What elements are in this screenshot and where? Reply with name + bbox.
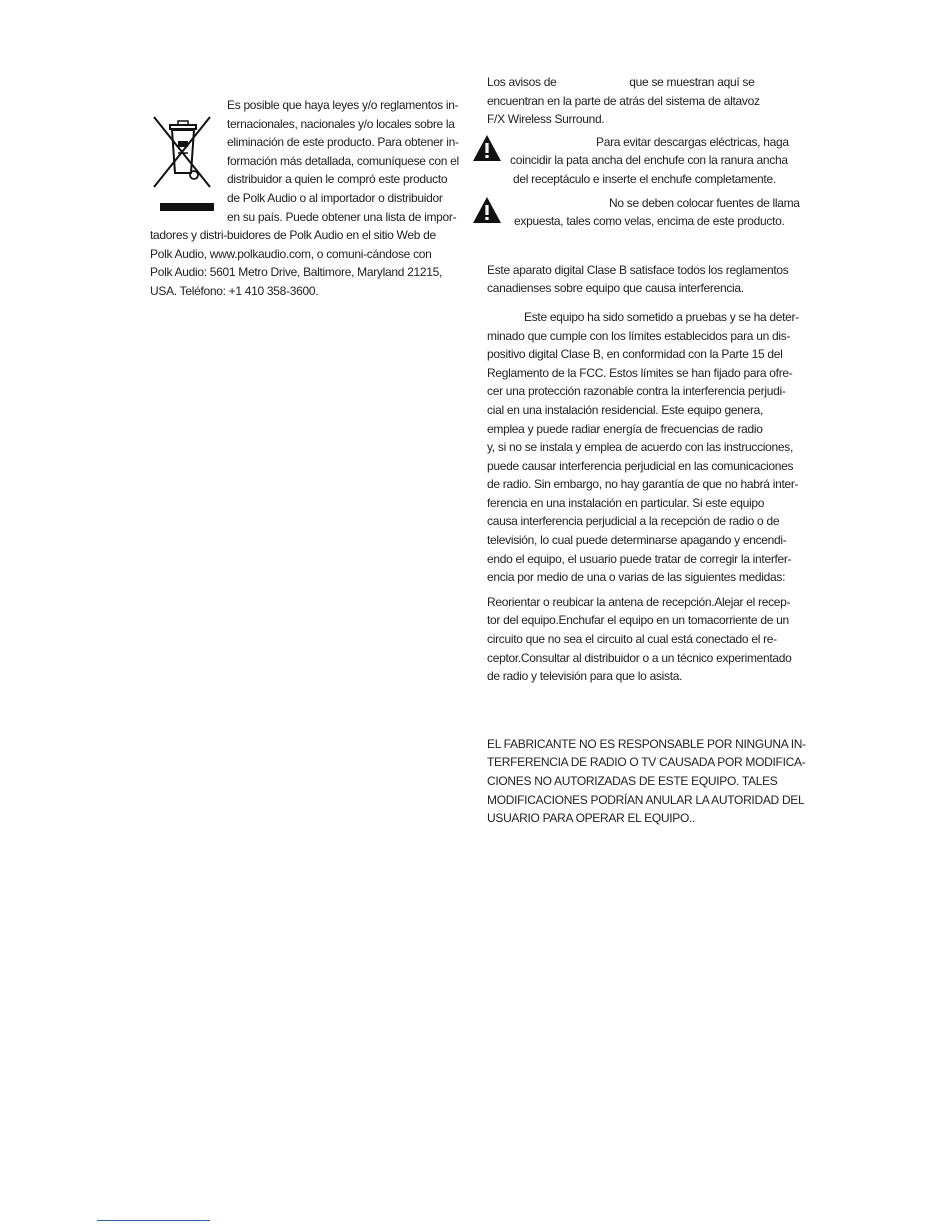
text-line: tadores y distri-buidores de Polk Audio en el sitio Web de [150, 228, 436, 243]
text-line: de Polk Audio o al importador o distribuidor [227, 190, 443, 205]
text-line: del receptáculo e inserte el enchufe completamente. [513, 171, 776, 186]
text-line: coincidir la pata ancha del enchufe con la ranura ancha [510, 153, 788, 168]
text-line: minado que cumple con los límites establecidos para un dis- [487, 328, 791, 343]
text-line: circuito que no sea el circuito al cual está conectado el re- [487, 632, 777, 647]
text-line: USA. Teléfono: +1 410 358-3600. [150, 283, 319, 298]
text-line: canadienses sobre equipo que causa interferencia. [487, 281, 744, 296]
text-line: Este equipo ha sido sometido a pruebas y se ha deter- [524, 309, 799, 324]
weee-paragraph-full [150, 226, 462, 300]
warning-shock-paragraph [487, 133, 799, 189]
text-line: EL FABRICANTE NO ES RESPONSABLE POR NINGUNA IN- [487, 736, 806, 751]
text-line: encuentran en la parte de atrás del sistema de altavoz [487, 93, 760, 108]
right-column [487, 73, 806, 828]
text-line: ceptor.Consultar al distribuidor o a un técnico experimentado [487, 650, 792, 665]
footer-rule [97, 1220, 210, 1221]
text-line: eliminación de este producto. Para obtener in- [227, 135, 459, 150]
text-line: Para evitar descargas eléctricas, haga [596, 134, 789, 149]
text-line: causa interferencia perjudicial a la recepción de radio o de [487, 514, 780, 529]
canada-paragraph [487, 261, 799, 298]
text-line: Este aparato digital Clase B satisface todos los reglamentos [487, 262, 789, 277]
text-line: Reorientar o reubicar la antena de recepción.Alejar el recep- [487, 594, 791, 609]
text-line: TERFERENCIA DE RADIO O TV CAUSADA POR MODIFICA- [487, 755, 806, 770]
text-line: en su país. Puede obtener una lista de impor- [227, 209, 457, 224]
text-line: USUARIO PARA OPERAR EL EQUIPO.. [487, 811, 696, 826]
text-line: encia por medio de una o varias de las siguientes medidas: [487, 570, 786, 585]
text-line: expuesta, tales como velas, encima de este producto. [514, 214, 785, 229]
text-line: distribuidor a quien le compró este producto [227, 172, 448, 187]
text-line: Reglamento de la FCC. Estos límites se han fijado para ofre- [487, 365, 793, 380]
text-line: MODIFICACIONES PODRÍAN ANULAR LA AUTORIDAD DEL [487, 792, 805, 807]
text-line: Los avisos de que se muestran aquí se [487, 75, 755, 89]
text-line: emplea y puede radiar energía de frecuencias de radio [487, 421, 763, 436]
text-line: F/X Wireless Surround. [487, 112, 605, 127]
text-line: de radio y televisión para que lo asista. [487, 669, 683, 684]
left-column [150, 96, 462, 301]
text-line: Polk Audio: 5601 Metro Drive, Baltimore, Maryland 21215, [150, 265, 443, 280]
text-line: endo el equipo, el usuario puede tratar de corregir la interfer- [487, 551, 792, 566]
measures-paragraph [487, 593, 799, 686]
text-line: ternacionales, nacionales y/o locales sobre la [227, 116, 455, 131]
text-line: y, si no se instala y emplea de acuerdo con las instrucciones, [487, 440, 794, 455]
text-line: cial en una instalación residencial. Este equipo genera, [487, 402, 764, 417]
fcc-paragraph [487, 308, 799, 587]
text-line: CIONES NO AUTORIZADAS DE ESTE EQUIPO. TALES [487, 774, 778, 788]
text-line: puede causar interferencia perjudicial en las comunicaciones [487, 458, 794, 473]
text-line: Polk Audio, www.polkaudio.com, o comuni-cándose con [150, 246, 432, 261]
text-line: cer una protección razonable contra la interferencia perjudi- [487, 384, 786, 399]
weee-paragraph-indented [150, 96, 462, 226]
warning-flame-paragraph [487, 194, 799, 231]
text-line: ferencia en una instalación en particular. Si este equipo [487, 495, 765, 510]
text-line: positivo digital Clase B, en conformidad con la Parte 15 del [487, 347, 783, 362]
text-line: No se deben colocar fuentes de llama [609, 195, 800, 210]
text-line: formación más detallada, comuníquese con el [227, 153, 459, 168]
intro-paragraph [487, 73, 799, 129]
text-line: de radio. Sin embargo, no hay garantía de que no habrá inter- [487, 477, 799, 492]
text-line: tor del equipo.Enchufar el equipo en un tomacorriente de un [487, 613, 789, 628]
text-line: Es posible que haya leyes y/o reglamentos in- [227, 98, 459, 112]
text-line: televisión, lo cual puede determinarse apagando y encendi- [487, 533, 787, 548]
manufacturer-notice-paragraph [487, 735, 806, 828]
